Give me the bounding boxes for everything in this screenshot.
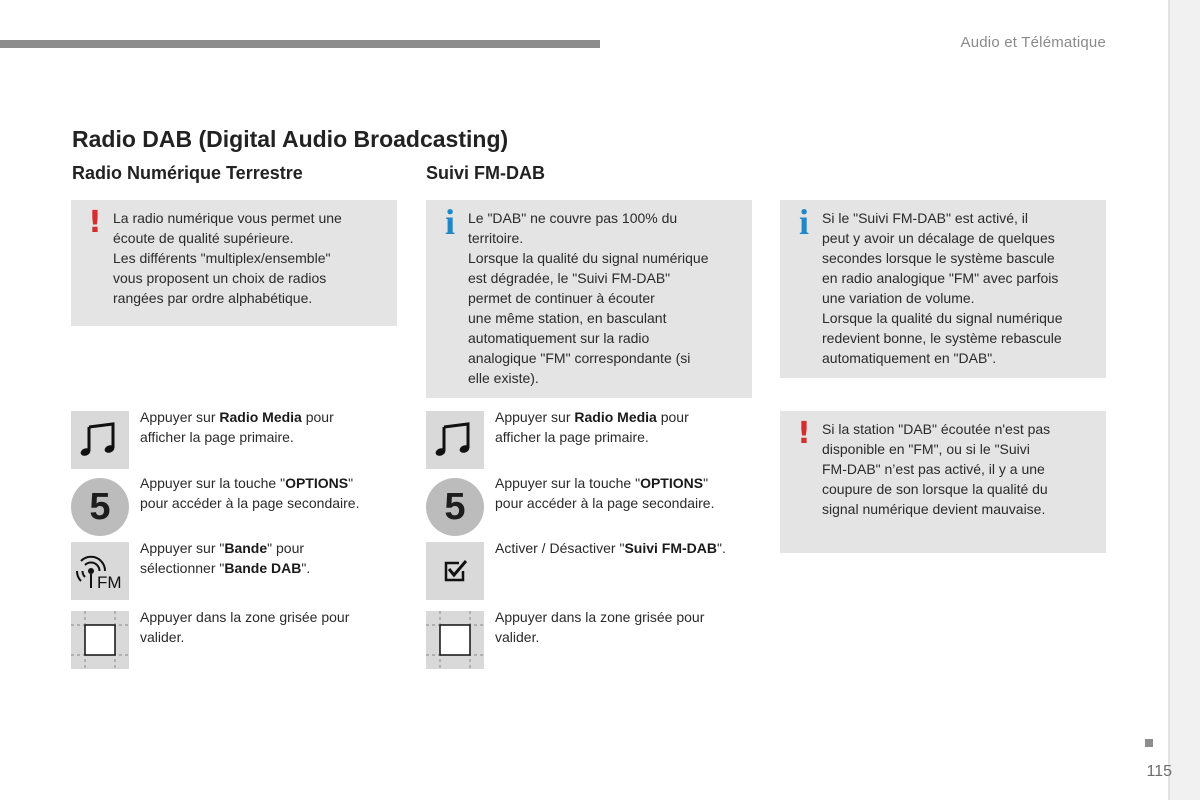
note-line: écoute de qualité supérieure.: [113, 230, 294, 246]
step-text-part: pour: [301, 409, 334, 425]
chapter-title: Audio et Télématique: [960, 34, 1106, 51]
step-text-part: pour accéder à la page secondaire.: [495, 495, 715, 511]
step-text-part: ".: [301, 560, 311, 576]
note-line: Si la station "DAB" écoutée n'est pas: [822, 421, 1051, 437]
info-icon: i: [798, 202, 809, 242]
note-line: redevient bonne, le système rebascule: [822, 330, 1062, 346]
step-text-part: pour: [656, 409, 689, 425]
note-line: Lorsque la qualité du signal numérique: [468, 250, 709, 266]
step-bold-text: Suivi FM-DAB: [624, 540, 718, 556]
step-text-options: [140, 473, 400, 513]
fm-broadcast-icon: [71, 542, 129, 600]
step-text-part: Appuyer dans la zone grisée pour: [140, 609, 350, 625]
step-text-options: [495, 473, 755, 513]
section-heading-suivi-fm-dab: Suivi FM-DAB: [426, 163, 545, 183]
note-line: Les différents "multiplex/ensemble": [113, 250, 331, 266]
step-text-part: ".: [717, 540, 726, 556]
page-edge-band: [1168, 0, 1200, 800]
warning-icon: !: [797, 416, 811, 451]
step-text-part: afficher la page primaire.: [495, 429, 649, 445]
step-text-radio-media: [140, 407, 400, 447]
note-line: La radio numérique vous permet une: [113, 210, 342, 226]
header-rule: [0, 40, 600, 48]
page-title: Radio DAB (Digital Audio Broadcasting): [72, 126, 509, 152]
warning-note-text: [822, 419, 1096, 519]
step-text-part: " pour: [267, 540, 305, 556]
step-text-grey-zone: [495, 607, 755, 647]
step-bold-text: Bande DAB: [224, 560, 302, 576]
step-bold-text: OPTIONS: [640, 475, 704, 491]
note-line: automatiquement sur la radio: [468, 330, 650, 346]
grey-zone-icon: [426, 611, 484, 669]
note-line: peut y avoir un décalage de quelques: [822, 230, 1055, 246]
note-line: vous proposent un choix de radios: [113, 270, 327, 286]
note-line: territoire.: [468, 230, 524, 246]
step-text-part: Appuyer sur: [495, 409, 575, 425]
step-text-part: ": [703, 475, 709, 491]
note-line: signal numérique devient mauvaise.: [822, 501, 1046, 517]
step-text-part: Appuyer sur la touche ": [495, 475, 641, 491]
step-bold-text: Radio Media: [574, 409, 657, 425]
info-note-dab-coverage: [426, 200, 752, 398]
section-heading-radio-numerique: Radio Numérique Terrestre: [72, 163, 303, 183]
step-text-radio-media: [495, 407, 755, 447]
note-line: automatiquement en "DAB".: [822, 350, 997, 366]
note-line: secondes lorsque le système bascule: [822, 250, 1055, 266]
music-note-icon: [426, 411, 484, 469]
page-number: 115: [1146, 763, 1172, 780]
step-text-suivi-toggle: [495, 538, 765, 558]
step-text-part: afficher la page primaire.: [140, 429, 294, 445]
step-text-grey-zone: [140, 607, 400, 647]
step-5-icon: 5: [71, 478, 129, 536]
warning-icon: !: [88, 205, 102, 240]
note-line: Le "DAB" ne couvre pas 100% du: [468, 210, 678, 226]
checkbox-icon: [426, 542, 484, 600]
step-text-part: Appuyer sur: [140, 409, 220, 425]
info-note-text: [468, 208, 742, 388]
info-note-fm-switch: [780, 200, 1106, 378]
note-line: elle existe).: [468, 370, 539, 386]
warning-note-sound-cut: [780, 411, 1106, 553]
step-text-part: Appuyer dans la zone grisée pour: [495, 609, 705, 625]
note-line: coupure de son lorsque la qualité du: [822, 481, 1048, 497]
note-line: Lorsque la qualité du signal numérique: [822, 310, 1063, 326]
step-text-part: sélectionner ": [140, 560, 225, 576]
step-text-part: valider.: [140, 629, 185, 645]
music-note-icon: [71, 411, 129, 469]
step-text-part: Appuyer sur la touche ": [140, 475, 286, 491]
note-line: rangées par ordre alphabétique.: [113, 290, 313, 306]
note-line: permet de continuer à écouter: [468, 290, 655, 306]
step-text-part: valider.: [495, 629, 540, 645]
info-note-text: [822, 208, 1096, 368]
note-line: est dégradée, le "Suivi FM-DAB": [468, 270, 671, 286]
note-line: une variation de volume.: [822, 290, 975, 306]
warning-note-text: [113, 208, 387, 308]
step-bold-text: Radio Media: [219, 409, 302, 425]
note-line: disponible en "FM", ou si le "Suivi: [822, 441, 1030, 457]
info-icon: i: [444, 202, 455, 242]
step-text-part: pour accéder à la page secondaire.: [140, 495, 360, 511]
note-line: analogique "FM" correspondante (si: [468, 350, 691, 366]
grey-zone-icon: [71, 611, 129, 669]
note-line: FM-DAB" n’est pas activé, il y a une: [822, 461, 1045, 477]
svg-text:FM: FM: [97, 573, 122, 592]
step-text-bande: [140, 538, 400, 578]
step-text-part: ": [348, 475, 354, 491]
step-5-icon: 5: [426, 478, 484, 536]
end-marker: [1145, 739, 1153, 747]
step-bold-text: OPTIONS: [285, 475, 349, 491]
note-line: Si le "Suivi FM-DAB" est activé, il: [822, 210, 1028, 226]
note-line: une même station, en basculant: [468, 310, 667, 326]
note-line: en radio analogique "FM" avec parfois: [822, 270, 1059, 286]
step-text-part: Activer / Désactiver ": [495, 540, 625, 556]
step-bold-text: Bande: [224, 540, 268, 556]
step-text-part: Appuyer sur ": [140, 540, 225, 556]
warning-note-dab-quality: [71, 200, 397, 326]
